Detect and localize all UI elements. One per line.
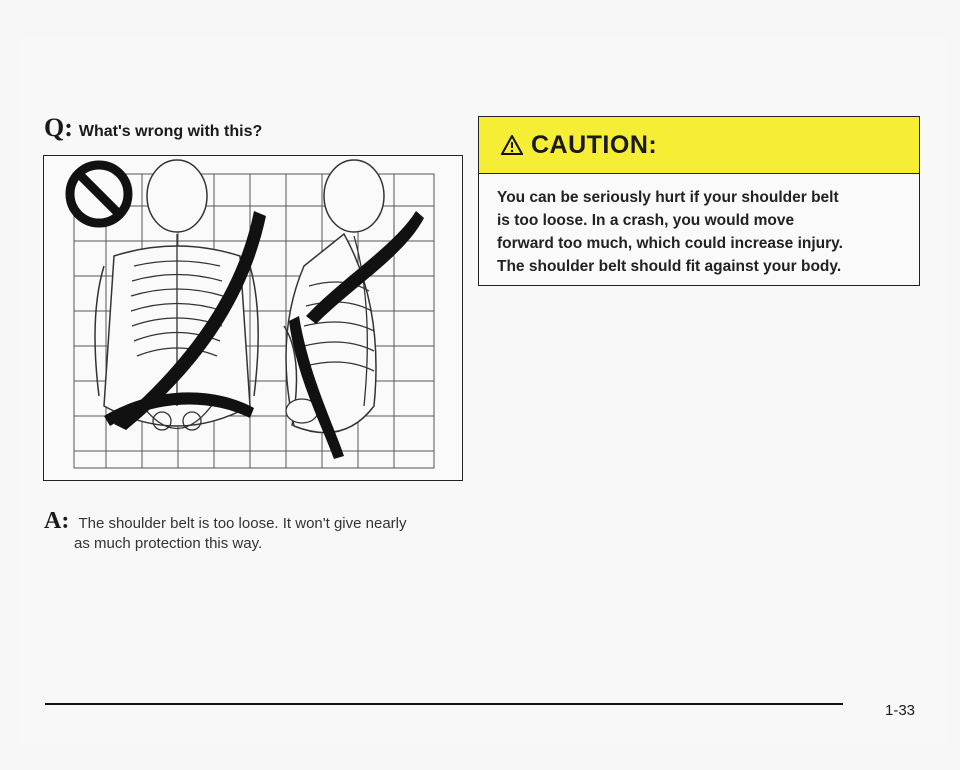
caution-line: is too loose. In a crash, you would move: [497, 212, 795, 229]
answer-letter: A:: [44, 508, 70, 534]
caution-body: [479, 174, 919, 278]
warning-triangle-icon: [501, 135, 523, 155]
caution-header: [479, 117, 919, 174]
question-heading: [44, 113, 262, 143]
answer-text-line2: as much protection this way.: [74, 535, 263, 552]
caution-line: You can be seriously hurt if your shoulder belt: [497, 189, 839, 206]
caution-line: The shoulder belt should fit against your body.: [497, 258, 842, 275]
caution-line: forward too much, which could increase injury.: [497, 235, 843, 252]
illustration: [43, 155, 463, 481]
no-symbol-icon: [70, 165, 128, 223]
answer-block: [44, 508, 464, 552]
caution-title: CAUTION:: [531, 130, 658, 159]
page-number: 1-33: [885, 702, 916, 719]
answer-text-line1: The shoulder belt is too loose. It won't give nearly: [78, 515, 407, 532]
footer-rule: [45, 703, 843, 705]
caution-box: [478, 116, 920, 286]
illustration-drawing: [44, 156, 464, 482]
question-text: What's wrong with this?: [78, 123, 263, 140]
question-letter: Q:: [44, 113, 73, 142]
